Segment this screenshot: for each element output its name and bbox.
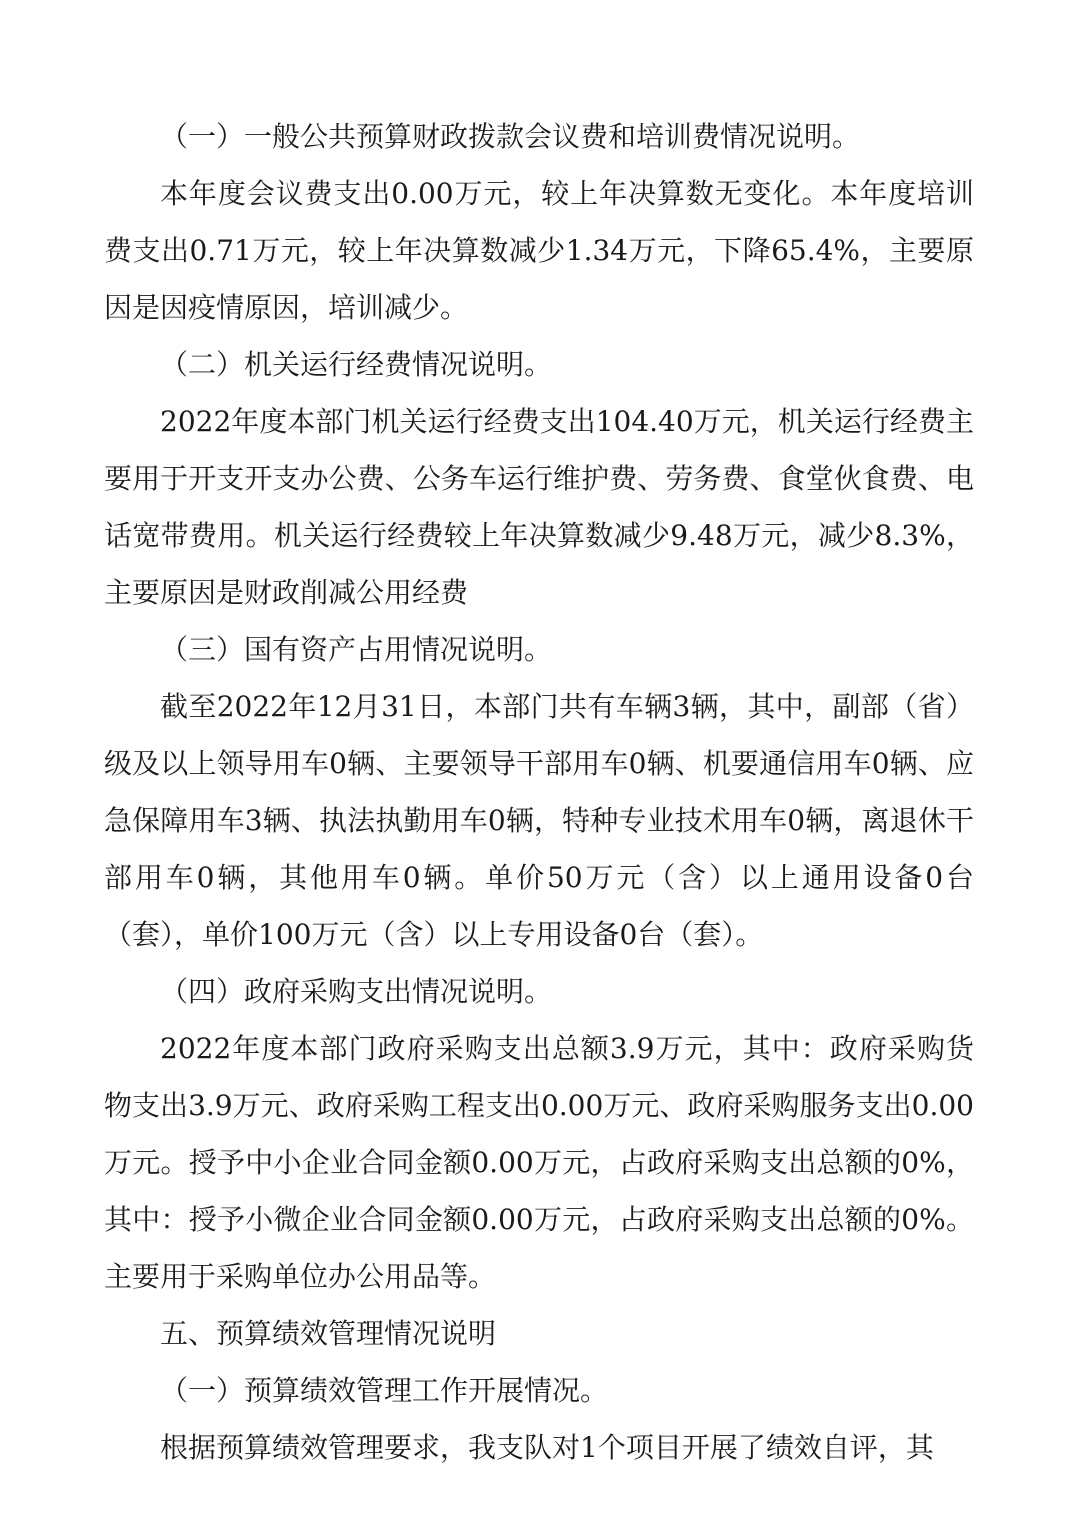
paragraph-meeting-training-fees: 本年度会议费支出0.00万元，较上年决算数无变化。本年度培训费支出0.71万元，较上年决算数减少1.34万元，下降65.4%，主要原因是因疫情原因，培训减少。 (104, 177, 974, 324)
chapter-heading-performance-management: 五、预算绩效管理情况说明 (160, 1317, 497, 1350)
section-heading-state-assets: （三）国有资产占用情况说明。 (160, 633, 553, 666)
section-heading-operating-expenses: （二）机关运行经费情况说明。 (160, 348, 553, 381)
section-heading-meeting-training-fees: （一）一般公共预算财政拨款会议费和培训费情况说明。 (160, 120, 861, 153)
paragraph-state-assets: 截至2022年12月31日，本部门共有车辆3辆，其中，副部（省）级及以上领导用车0辆、主要领导干部用车0辆、机要通信用车0辆、应急保障用车3辆、执法执勤用车0辆，特种专业技术用车0辆，离退休干部用车0辆，其他用车0辆。单价50万元（含）以上通用设备0台（套），单价100万元（含）以上专用设备0台（套）。 (104, 690, 974, 951)
paragraph-operating-expenses: 2022年度本部门机关运行经费支出104.40万元，机关运行经费主要用于开支开支办公费、公务车运行维护费、劳务费、食堂伙食费、电话宽带费用。机关运行经费较上年决算数减少9.48万元，减少8.3%，主要原因是财政削减公用经费 (104, 405, 974, 609)
document-page (104, 108, 974, 1476)
section-heading-performance-work: （一）预算绩效管理工作开展情况。 (160, 1374, 609, 1407)
paragraph-government-procurement: 2022年度本部门政府采购支出总额3.9万元，其中：政府采购货物支出3.9万元、政府采购工程支出0.00万元、政府采购服务支出0.00万元。授予中小企业合同金额0.00万元，占政府采购支出总额的0%，其中：授予小微企业合同金额0.00万元，占政府采购支出总额的0%。主要用于采购单位办公用品等。 (104, 1032, 974, 1293)
section-heading-government-procurement: （四）政府采购支出情况说明。 (160, 975, 553, 1008)
paragraph-performance-work: 根据预算绩效管理要求，我支队对1个项目开展了绩效自评，其 (160, 1431, 934, 1464)
